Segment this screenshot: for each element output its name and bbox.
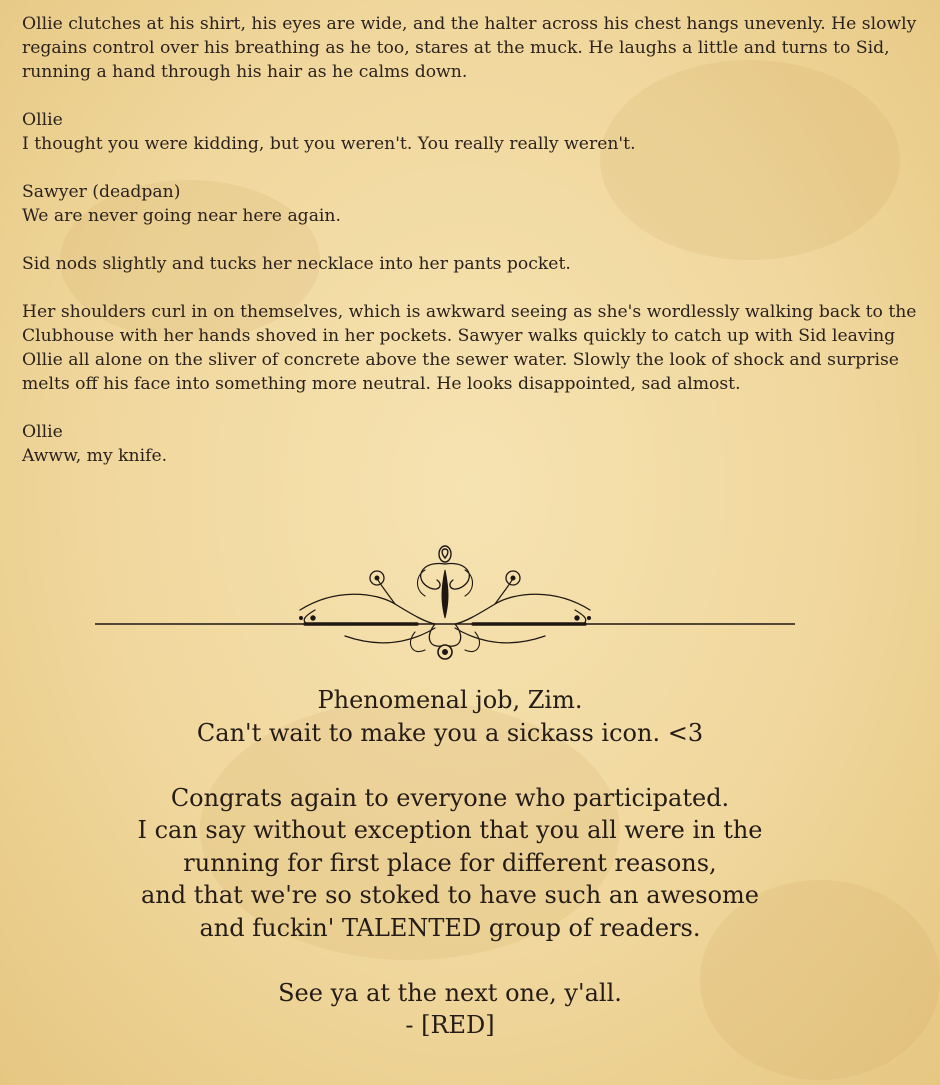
closing-line: Can't wait to make you a sickass icon. <3 <box>196 718 704 747</box>
closing-line: Phenomenal job, Zim. <box>317 686 583 714</box>
dialogue-line: I thought you were kidding, but you weren't. You really really weren't. <box>22 134 636 154</box>
action-paragraph: Ollie clutches at his shirt, his eyes are wide, and the halter across his chest hangs unevenly. He slowly regains control over his breathing as he too, stares at the muck. He laughs a little and turns to Sid, running a hand through his hair as he calms down. <box>22 14 917 82</box>
closing-line: and that we're so stoked to have such an awesome <box>141 881 759 909</box>
closing-line: and fuckin' TALENTED group of readers. <box>199 913 701 942</box>
closing-block-congrats <box>0 782 900 945</box>
action-paragraph: Sid nods slightly and tucks her necklace into her pants pocket. <box>22 254 571 274</box>
closing-line: I can say without exception that you all were in the <box>137 816 763 844</box>
action-paragraph: Her shoulders curl in on themselves, which is awkward seeing as she's wordlessly walking back to the Clubhouse with her hands shoved in her pockets. Sawyer walks quickly to catch up with Sid leaving Ollie all alone on the sliver of concrete above the sewer water. Slowly the look of shock and surprise melts off his face into something more neutral. He looks disappointed, sad almost. <box>22 302 917 394</box>
closing-line: running for first place for different reasons, <box>183 848 717 877</box>
closing-block-praise <box>0 684 900 749</box>
closing-line: Congrats again to everyone who participated. <box>170 783 730 812</box>
closing-block-signoff <box>0 977 900 1042</box>
speaker-name: Sawyer (deadpan) <box>22 182 181 202</box>
dialogue-block <box>22 420 934 468</box>
speaker-name: Ollie <box>22 110 63 130</box>
script-excerpt <box>22 12 934 492</box>
dialogue-line: We are never going near here again. <box>22 206 341 226</box>
dialogue-line: Awww, my knife. <box>22 446 168 466</box>
signature: - [RED] <box>405 1011 495 1039</box>
closing-line: See ya at the next one, y'all. <box>278 978 622 1007</box>
dialogue-block <box>22 180 934 228</box>
flourish-divider-icon <box>95 540 795 670</box>
speaker-name: Ollie <box>22 422 63 442</box>
closing-message <box>0 684 900 1042</box>
dialogue-block <box>22 108 934 156</box>
